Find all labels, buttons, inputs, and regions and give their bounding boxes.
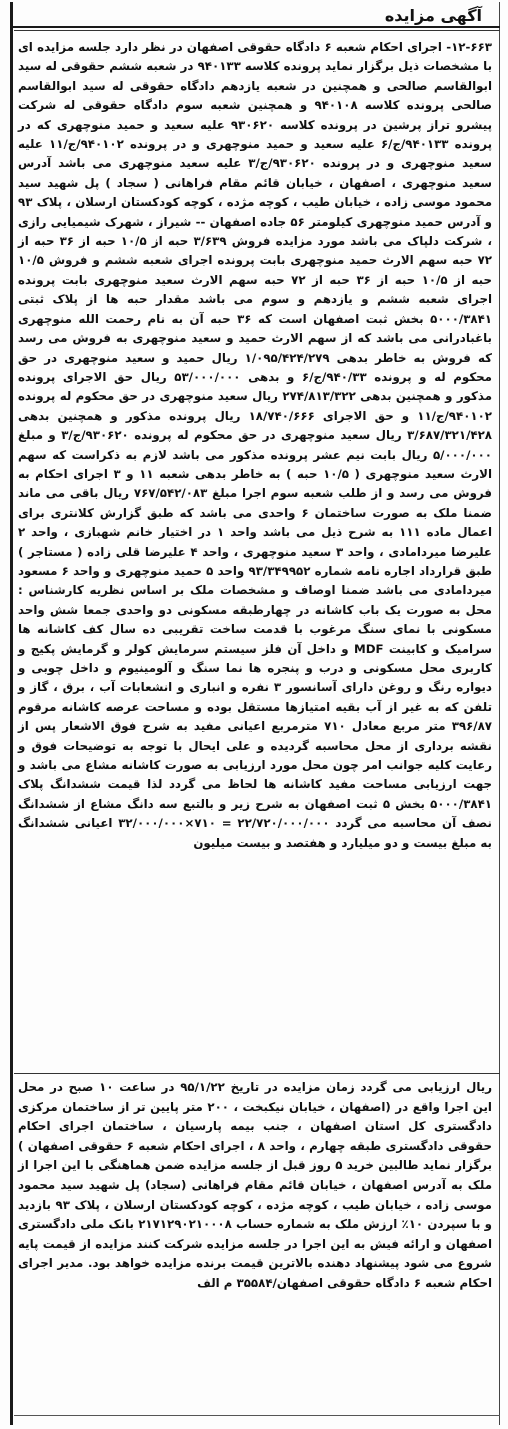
section-divider <box>14 1073 500 1074</box>
title-divider <box>14 30 500 31</box>
footer-divider <box>14 1415 500 1416</box>
ad-title: آگهی مزایده <box>384 6 482 25</box>
ad-continuation-text: ریال ارزیابی می گردد زمان مزایده در تاریخ ۹۵/۱/۲۲ در ساعت ۱۰ صبح در محل این اجرا واقع در (اصفهان ، خیابان نیکبخت ، ۲۰۰ متر پایین تر از ساختمان مرکزی دادگستری کل استان اصفهان ، جنب بیمه پارسیان ، ساختمان اجرای احکام حقوقی دادگستری طبقه چهارم ، واحد ۸ ، اجرای احکام شعبه ۶ حقوقی اصفهان ) برگزار نماید طالبین خرید ۵ روز قبل از جلسه مزایده ضمن هماهنگی با این اجرا از ملک به آدرس اصفهان ، خیابان قائم مقام فراهانی (سجاد) پل شهید سید محمود موسی زاده ، خیابان طیب ، کوچه مژده ، کوچه کودکستان ارسلان ، پلاک ۹۳ بازدید و با سپردن ۱۰٪ ارزش ملک به شماره حساب ۲۱۷۱۲۹۰۲۱۰۰۰۸ بانک ملی دادگستری اصفهان و ارائه فیش به این اجرا در جلسه مزایده شرکت کنند مزایده از قیمت پایه شروع می شود پیشنهاد دهنده بالاترین قیمت برنده مزایده خواهد بود. مدیر اجرای احکام شعبه ۶ دادگاه حقوقی اصفهان/۳۵۵۸۴ م الف <box>18 1080 493 1290</box>
title-bar <box>10 2 500 28</box>
ad-body-text: ۱۲-۶۶۳- اجرای احکام شعبه ۶ دادگاه حقوقی اصفهان در نظر دارد جلسه مزایده ای با مشخصات ذیل برگزار نماید پرونده کلاسه ۹۴۰۱۳۳ در شعبه ششم حقوقی له سید ابوالقاسم صالحی و همچنین در شعبه یازدهم دادگاه حقوقی له سید ابوالقاسم صالحی پرونده کلاسه ۹۴۰۱۰۸ و همچنین شعبه سوم دادگاه حقوقی له شرکت پیشرو تراز پرشین در پرونده کلاسه ۹۳۰۶۲۰ علیه سعید و حمید منوچهری که در پرونده ۹۴۰۱۳۳/ج/۶ علیه سعید و حمید منوچهری و در پرونده ۹۴۰۱۰۲/ج/۱۱ علیه سعید منوچهری و در پرونده ۹۳۰۶۲۰/ج/۳ علیه سعید منوچهری می باشد آدرس سعید منوچهری ، اصفهان ، خیابان قائم مقام فراهانی ( سجاد ) پل شهید سید محمود موسی زاده ، خیابان طیب ، کوچه مژده ، کوچه کودکستان ارسلان ، پلاک ۹۳ و آدرس حمید منوچهری کیلومتر ۵۶ جاده اصفهان -- شیراز ، شهرک شیمیایی رازی ، شرکت دلپاک می باشد مورد مزایده فروش ۳/۶۳۹ حبه از ۱۰/۵ حبه از ۳۶ حبه از ۷۲ حبه سهم الارث حمید منوچهری بابت پرونده اجرای شعبه ششم و فروش ۱۰/۵ حبه از ۱۰/۵ حبه از ۳۶ حبه از ۷۲ حبه سهم الارث سعید منوچهری بابت پرونده اجرای شعبه ششم و یازدهم و سوم می باشد مقدار حبه ها از پلاک ثبتی ۵۰۰۰/۳۸۴۱ بخش ثبت اصفهان است که ۳۶ حبه آن به نام رحمت الله منوچهری باغبادرانی می باشد که از سهم الارث حمید و سعید منوچهری به فروش می رسد که فروش به خاطر بدهی ۱/۰۹۵/۴۲۴/۲۷۹ ریال حمید و سعید منوچهری در حق محکوم له و پرونده ۹۴۰/۳۳/ج/۶ و بدهی ۵۳/۰۰۰/۰۰۰ ریال حق الاجرای پرونده مذکور و همچنین بدهی ۲۷۴/۸۱۳/۳۲۲ ریال سعید منوچهری در حق محکوم له پرونده ۹۴۰۱۰۲/ج/۱۱ و حق الاجرای ۱۸/۷۴۰/۶۶۶ ریال پرونده مذکور و همچنین بدهی ۳/۶۸۷/۳۲۱/۴۲۸ ریال سعید منوچهری در حق محکوم له پرونده ۹۳۰۶۲۰/ج/۳ و مبلغ ۵/۰۰۰/۰۰۰ ریال بابت نیم عشر پرونده مذکور می باشد لازم به ذکراست که سهم الارث سعید منوچهری ( ۱۰/۵ حبه ) به خاطر بدهی شعبه ۱۱ و ۳ اجرای احکام به فروش می رسد و از طلب شعبه سوم اجرا مبلغ ۷۶۷/۵۴۲/۰۸۳ ریال باقی می ماند ضمنا ملک به صورت ساختمان ۶ واحدی می باشد که طبق گزارش کلانتری برای اعمال ماده ۱۱۱ به شرح ذیل می باشد واحد ۱ در اختیار خانم شهبازی ، واحد ۲ علیرضا میردامادی ، واحد ۳ سعید منوچهری ، واحد ۴ علیرضا قلی زاده ( مستاجر ) طبق قرارداد اجاره نامه شماره ۹۳/۳۴۹۹۵۲ واحد ۵ حمید منوچهری و واحد ۶ مسعود میردامادی می باشد ضمنا اوصاف و مشخصات ملک بر اساس نظریه کارشناس : محل به صورت یک باب کاشانه در چهارطبقه مسکونی دو واحدی جمعا شش واحد مسکونی با نمای سنگ مرغوب با قدمت ساخت تقریبی ده سال کف کاشانه ها سرامیک و کابینت MDF و داخل آن فلز سیستم سرمایش کولر و گرمایش پکیج و کاربری محل مسکونی و درب و پنجره ها نما سنگ و آلومینیوم و داخل چوبی و دیواره رنگ و روغن دارای آسانسور ۳ نفره و انباری و انشعابات آب ، برق ، گاز و تلفن که به غیر از آب بقیه امتیازها مستقل بوده و مساحت عرصه کاشانه مرقوم ۳۹۶/۸۷ متر مربع معادل ۷۱۰ مترمربع اعیانی مفید به شرح فوق الاشعار پس از نقشه برداری از محل محاسبه گردیده و علی ایحال با توجه به توضیحات فوق و رعایت کلیه جوانب امر چون محل مورد ارزیابی به صورت کاشانه مشاع می باشد و جهت ارزیابی مساحت مفید کاشانه ها لحاظ می گردد لذا قیمت ششدانگ پلاک ۵۰۰۰/۳۸۴۱ بخش ۵ ثبت اصفهان به شرح زیر و بالتبع سه دانگ مشاع از ششدانگ نصف آن محاسبه می گردد ۲۲/۷۲۰/۰۰۰/۰۰۰ = ۷۱۰×۳۲/۰۰۰/۰۰۰ اعیانی ششدانگ به مبلغ بیست و دو میلیارد و هفتصد و بیست میلیون <box>18 40 493 850</box>
